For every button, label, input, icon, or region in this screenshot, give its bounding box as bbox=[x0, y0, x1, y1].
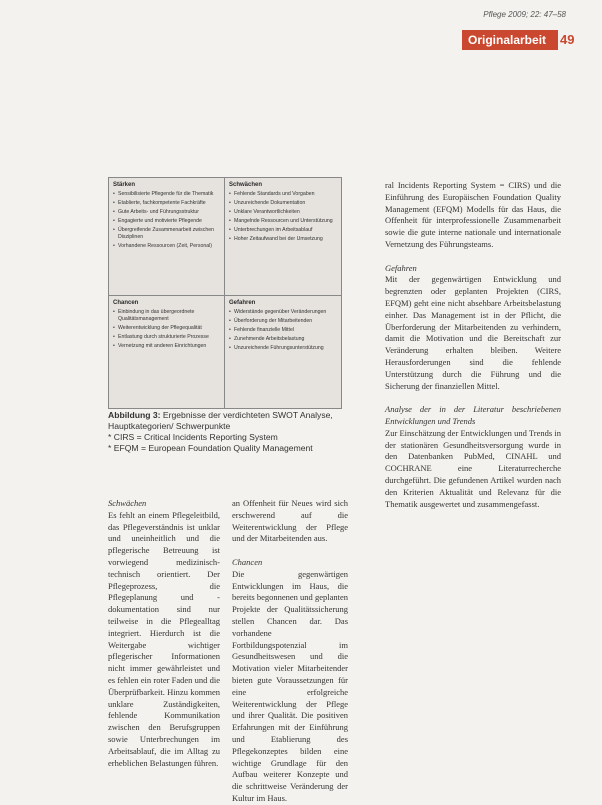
swot-weaknesses-title: Schwächen bbox=[229, 182, 263, 188]
list-item: • Vorhandene Ressourcen (Zeit, Personal) bbox=[118, 243, 220, 250]
swot-threats-title: Gefahren bbox=[229, 300, 256, 306]
section-heading: Schwächen bbox=[108, 498, 147, 508]
section-label: Originalarbeit bbox=[462, 30, 558, 50]
list-item: • Unterbrechungen im Arbeitsablauf bbox=[234, 227, 337, 234]
paragraph: Es fehlt an einem Pflegeleitbild, das Pflegeverständnis ist unklar und uneinheitlich und die pflegerische Betreuung ist vorwiegend medizinisch-technisch orientiert. Der Pflegeprozess, die Pflegeplanung und -dokumentation sind nur teilweise in die Pflegealltag integriert. Hierdurch ist die Weitergabe wichtiger pflegerischer Informationen nicht immer gewährleistet und es fehlen ein roter Faden und die Überprüfbarkeit. Hinzu kommen unklare Zuständigkeiten, fehlende Kommunikation zwischen den Berufsgruppen sowie Unterbrechungen im Arbeitsablauf, die im Alltag zu erheblichen Belastungen führen. bbox=[108, 509, 220, 768]
caption-note: * EFQM = European Foundation Quality Management bbox=[108, 443, 313, 453]
list-item: • Überforderung der Mitarbeitenden bbox=[234, 318, 337, 325]
page-number: 49 bbox=[560, 32, 575, 47]
list-item: • Etablierte, fachkompetente Fachkräfte bbox=[118, 200, 220, 207]
list-item: • Widerstände gegenüber Veränderungen bbox=[234, 309, 337, 316]
swot-threats bbox=[225, 296, 341, 408]
caption-note: * CIRS = Critical Incidents Reporting System bbox=[108, 432, 278, 442]
swot-strengths-title: Stärken bbox=[113, 182, 136, 188]
section-heading: Analyse der in der Literatur beschriebenen Entwicklungen und Trends bbox=[385, 404, 561, 426]
swot-figure bbox=[108, 177, 342, 409]
list-item: • Mangelnde Ressourcen und Unterstützung bbox=[234, 218, 337, 225]
list-item: • Hoher Zeitaufwand bei der Umsetzung bbox=[234, 236, 337, 243]
list-item: • Sensibilisierte Pflegende für die Thematik bbox=[118, 191, 220, 198]
section-heading: Chancen bbox=[232, 556, 263, 567]
swot-weaknesses bbox=[225, 178, 341, 296]
paragraph: Die gegenwärtigen Entwicklungen im Haus, die bereits begonnenen und geplanten Projekte der Qualitätssicherung stellen Chancen dar. Das vorhandene Fortbildungspotenzial im Gesundheitswesen und die Motivation vieler Mitarbeitender bieten gute Voraussetzungen für eine erfolgreiche Weiterentwicklung der Pflege und ihrer Qualität. Die positiven Erfahrungen mit der Einführung und Etablierung des Pflegekonzeptes bilden eine wichtige Grundlage für den Aufbau weiterer Konzepte und die schrittweise Veränderung der Kultur im Haus. bbox=[232, 568, 348, 803]
figure-caption bbox=[108, 410, 358, 454]
list-item: • Unklare Verantwortlichkeiten bbox=[234, 209, 337, 216]
paragraph: ral Incidents Reporting System = CIRS) und die Einführung des Europäischen Foundation Quality Management (EFQM) Modells für das Haus, die Offenheit für interprofessionelle Zusammenarbeit sowie die gute interne nationale und internationale Vernetzung des Führungsteams. bbox=[385, 180, 561, 249]
caption-text: Ergebnisse der verdichteten SWOT Analyse, Hauptkategorien/ Schwerpunkte bbox=[108, 410, 333, 431]
paragraph: an Offenheit für Neues wird sich erschwerend auf die Weiterentwicklung der Pflege und der Mitarbeitenden aus. bbox=[232, 498, 348, 544]
text-column-left bbox=[108, 498, 220, 769]
list-item: • Unzureichende Dokumentation bbox=[234, 200, 337, 207]
list-item: • Zunehmende Arbeitsbelastung bbox=[234, 336, 337, 343]
list-item: • Entlastung durch strukturierte Prozesse bbox=[118, 334, 220, 341]
list-item: • Vernetzung mit anderen Einrichtungen bbox=[118, 343, 220, 350]
paragraph: Mit der gegenwärtigen Entwicklung und begrenzten oder geplanten Projekten (CIRS, EFQM) geht eine nicht absehbare Arbeitsbelastung einher. Das Management ist in der Pflicht, die Überforderung der Mitarbeitenden zu verhindern, damit die Motivation und die Bereitschaft zur Veränderung erhalten bleiben. Weitere Herausforderungen sind die fehlende Unterstützung durch die Führung und die Sicherung der finanziellen Mittel. bbox=[385, 274, 561, 391]
list-item: • Einbindung in das übergeordnete Qualitätsmanagement bbox=[118, 309, 220, 323]
text-column-right bbox=[385, 180, 561, 510]
swot-opportunities bbox=[109, 296, 225, 408]
section-heading: Gefahren bbox=[385, 262, 417, 273]
journal-reference: Pflege 2009; 22: 47–58 bbox=[483, 10, 566, 19]
text-column-middle bbox=[232, 498, 348, 805]
swot-strengths bbox=[109, 178, 225, 296]
list-item: • Weiterentwicklung der Pflegequalität bbox=[118, 325, 220, 332]
list-item: • Fehlende finanzielle Mittel bbox=[234, 327, 337, 334]
swot-opportunities-title: Chancen bbox=[113, 300, 139, 306]
list-item: • Unzureichende Führungsunterstützung bbox=[234, 345, 337, 352]
list-item: • Übergreifende Zusammenarbeit zwischen Disziplinen bbox=[118, 227, 220, 241]
caption-lead: Abbildung 3: bbox=[108, 410, 161, 420]
paragraph: Zur Einschätzung der Entwicklungen und Trends in der stationären Gesundheitsversorgung wurde in den Datenbanken PubMed, CINAHL und COCHRANE eine Literaturrecherche durchgeführt. Die gefundenen Artikel wurden nach den Kriterien Aktualität und Relevanz für die Thematik ausgewertet und zusammengefasst. bbox=[385, 427, 561, 509]
list-item: • Gute Arbeits- und Führungsstruktur bbox=[118, 209, 220, 216]
list-item: • Fehlende Standards und Vorgaben bbox=[234, 191, 337, 198]
list-item: • Engagierte und motivierte Pflegende bbox=[118, 218, 220, 225]
